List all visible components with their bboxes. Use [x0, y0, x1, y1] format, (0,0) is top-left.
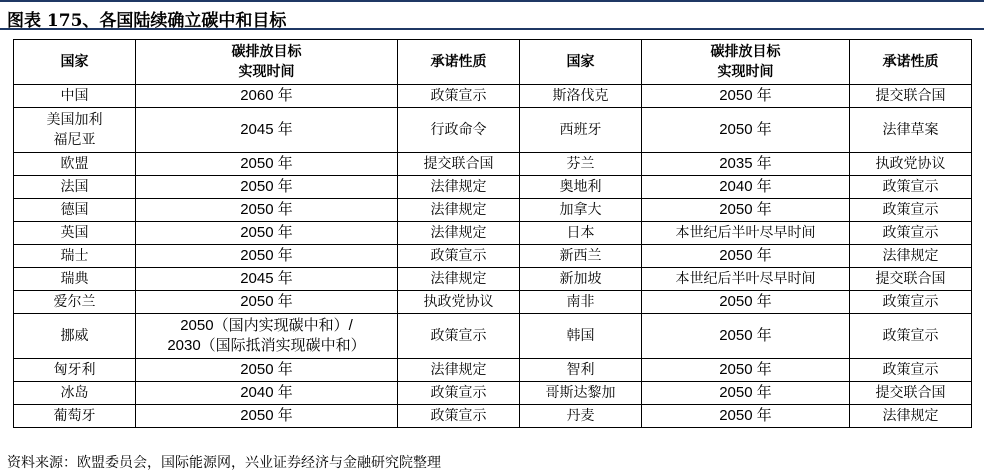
nature-cell: 提交联合国: [850, 85, 972, 108]
country-cell: 爱尔兰: [14, 291, 136, 314]
target-cell: 2050 年: [642, 359, 850, 382]
nature-cell: 政策宣示: [398, 245, 520, 268]
target-cell: 2045 年: [136, 108, 398, 153]
norway-target-line1: 2050（国内实现碳中和）/: [180, 317, 353, 334]
nature-cell: 法律规定: [850, 405, 972, 428]
country-cell: 瑞典: [14, 268, 136, 291]
target-cell: 2040 年: [136, 382, 398, 405]
nature-cell: 法律规定: [398, 199, 520, 222]
country-cell: 奥地利: [520, 176, 642, 199]
country-cell: 丹麦: [520, 405, 642, 428]
country-cell: 芬兰: [520, 153, 642, 176]
target-cell: 2050 年: [642, 245, 850, 268]
nature-cell: 政策宣示: [398, 314, 520, 359]
target-cell: 2050 年: [136, 291, 398, 314]
table-row: [14, 405, 972, 428]
header-target-line1: 碳排放目标: [231, 44, 302, 60]
header-target: [136, 40, 398, 85]
country-cell: 加拿大: [520, 199, 642, 222]
nature-cell: 政策宣示: [850, 291, 972, 314]
table-row: [14, 268, 972, 291]
table-row: [14, 199, 972, 222]
country-cell: 德国: [14, 199, 136, 222]
nature-cell: 提交联合国: [850, 268, 972, 291]
nature-cell: 提交联合国: [850, 382, 972, 405]
target-cell: 2035 年: [642, 153, 850, 176]
country-cell: 韩国: [520, 314, 642, 359]
header-target-2: [642, 40, 850, 85]
nature-cell: 法律规定: [398, 268, 520, 291]
table-row: [14, 108, 972, 153]
table-row: [14, 222, 972, 245]
country-cell: 葡萄牙: [14, 405, 136, 428]
table-row: [14, 153, 972, 176]
header-target-line2: 实现时间: [238, 64, 295, 80]
target-cell: 本世纪后半叶尽早时间: [642, 268, 850, 291]
target-cell: 2040 年: [642, 176, 850, 199]
country-cell: 法国: [14, 176, 136, 199]
header-row: [14, 40, 972, 85]
nature-cell: 政策宣示: [850, 314, 972, 359]
nature-cell: 法律规定: [398, 176, 520, 199]
country-cell: 斯洛伐克: [520, 85, 642, 108]
target-cell: 2050 年: [136, 405, 398, 428]
country-cell: 中国: [14, 85, 136, 108]
target-cell: 2050 年: [642, 405, 850, 428]
norway-target-line2: 2030（国际抵消实现碳中和）: [167, 337, 366, 354]
header-nature: 承诺性质: [398, 40, 520, 85]
header-country-2: 国家: [520, 40, 642, 85]
nature-cell: 政策宣示: [398, 382, 520, 405]
target-cell: 2050 年: [642, 85, 850, 108]
carbon-neutral-table: [13, 39, 972, 428]
header-target-2-line2: 实现时间: [717, 64, 774, 80]
header-country: 国家: [14, 40, 136, 85]
target-cell: 2050 年: [136, 359, 398, 382]
table-row: [14, 291, 972, 314]
source-note: 资料来源：欧盟委员会，国际能源网，兴业证券经济与金融研究院整理: [7, 455, 441, 471]
country-cell: 新西兰: [520, 245, 642, 268]
country-cell: 冰岛: [14, 382, 136, 405]
country-cell-california: [14, 108, 136, 153]
table-row: [14, 176, 972, 199]
nature-cell: 政策宣示: [398, 85, 520, 108]
target-cell: 本世纪后半叶尽早时间: [642, 222, 850, 245]
target-cell: 2050 年: [642, 108, 850, 153]
country-cell: 日本: [520, 222, 642, 245]
country-cell: 哥斯达黎加: [520, 382, 642, 405]
target-cell: 2045 年: [136, 268, 398, 291]
nature-cell: 执政党协议: [398, 291, 520, 314]
header-nature-2: 承诺性质: [850, 40, 972, 85]
target-cell: 2050 年: [136, 153, 398, 176]
country-cell: 挪威: [14, 314, 136, 359]
nature-cell: 执政党协议: [850, 153, 972, 176]
target-cell: 2050 年: [136, 245, 398, 268]
country-cell: 南非: [520, 291, 642, 314]
target-cell: 2050 年: [642, 314, 850, 359]
table-row: [14, 359, 972, 382]
target-cell: 2060 年: [136, 85, 398, 108]
nature-cell: 法律草案: [850, 108, 972, 153]
country-cell: 匈牙利: [14, 359, 136, 382]
nature-cell: 法律规定: [398, 222, 520, 245]
california-line2: 福尼亚: [53, 132, 96, 148]
table-row: [14, 245, 972, 268]
target-cell: 2050 年: [136, 199, 398, 222]
country-cell: 西班牙: [520, 108, 642, 153]
california-line1: 美国加利: [46, 112, 103, 128]
nature-cell: 政策宣示: [850, 199, 972, 222]
country-cell: 新加坡: [520, 268, 642, 291]
nature-cell: 法律规定: [398, 359, 520, 382]
target-cell: 2050 年: [642, 291, 850, 314]
nature-cell: 政策宣示: [850, 222, 972, 245]
figure-title: 图表 175、各国陆续确立碳中和目标: [7, 11, 287, 31]
country-cell: 欧盟: [14, 153, 136, 176]
nature-cell: 法律规定: [850, 245, 972, 268]
title-bar: [0, 0, 984, 30]
nature-cell: 政策宣示: [398, 405, 520, 428]
nature-cell: 提交联合国: [398, 153, 520, 176]
table-row: [14, 382, 972, 405]
nature-cell: 政策宣示: [850, 359, 972, 382]
table-row: [14, 314, 972, 359]
country-cell: 瑞士: [14, 245, 136, 268]
target-cell: 2050 年: [642, 382, 850, 405]
target-cell-norway: [136, 314, 398, 359]
target-cell: 2050 年: [136, 176, 398, 199]
country-cell: 英国: [14, 222, 136, 245]
table-row: [14, 85, 972, 108]
target-cell: 2050 年: [642, 199, 850, 222]
header-target-2-line1: 碳排放目标: [710, 44, 781, 60]
target-cell: 2050 年: [136, 222, 398, 245]
nature-cell: 政策宣示: [850, 176, 972, 199]
nature-cell: 行政命令: [398, 108, 520, 153]
country-cell: 智利: [520, 359, 642, 382]
